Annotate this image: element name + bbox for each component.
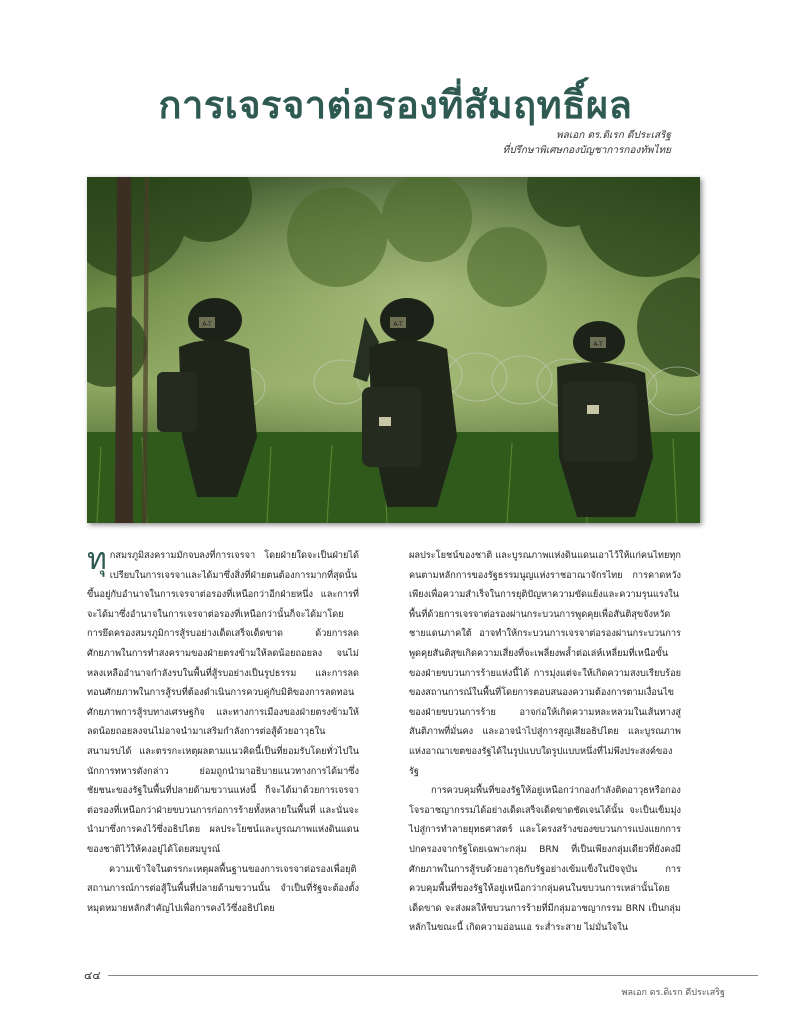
footer-author: พลเอก ดร.ดิเรก ดีประเสริฐ xyxy=(621,988,725,998)
author-byline xyxy=(503,128,671,158)
author-position: ที่ปรึกษาพิเศษกองบัญชาการกองทัพไทย xyxy=(502,145,671,156)
paragraph: ทุกสมรภูมิสงครามมักจบลงที่การเจรจา โดยฝ่ายใดจะเป็นฝ่ายได้เปรียบในการเจรจาและได้มาซึ่งสิ่งที่ฝ่ายตนต้องการมากที่สุดนั้นขึ้นอยู่กับอำนาจในการเจรจาต่อรองที่เหนือกว่าอีกฝ่ายหนึ่ง และการที่จะได้มาซึ่งอำนาจในการเจรจาต่อรองที่เหนือกว่านั้นก็จะได้มาโดยการยึดครองสมรภูมิการสู้รบอย่างเด็ดเสร็จเด็ดขาด ด้วยการลดศักยภาพในการทำสงครามของฝ่ายตรงข้ามให้ลดน้อยถอยลง จนไม่หลงเหลืออำนาจกำลังรบในพื้นที่สู้รบอย่างเป็นรูปธรรม และการลดทอนศักยภาพในการสู้รบที่ต้องดำเนินการควบคู่กับมิติของการลดทอนศักยภาพการสู้รบทางเศรษฐกิจ และทางการเมืองของฝ่ายตรงข้ามให้ลดน้อยถอยลงจนไม่อาจนำมาเสริมกำลังการต่อสู้ด้วยอาวุธในสนามรบได้ และตรรกะเหตุผลตามแนวคิดนี้เป็นที่ยอมรับโดยทั่วไปในนักการทหารดังกล่าว ย่อมถูกนำมาอธิบายแนวทางการได้มาซึ่งชัยชนะของรัฐในพื้นที่ปลายด้ามขวานแห่งนี้ ก็จะได้มาด้วยการเจรจาต่อรองที่เหนือกว่าฝ่ายขบวนการก่อการร้ายทั้งหลายในพื้นที่ และนั่นจะนำมาซึ่งการคงไว้ซึ่งอธิปไตย ผลประโยชน์และบูรณภาพแห่งดินแดนของชาติไว้ให้คงอยู่ได้โดยสมบูรณ์ xyxy=(87,542,359,855)
paragraph: ความเข้าใจในตรรกะเหตุผลพื้นฐานของการเจรจาต่อรองเพื่อยุติสถานการณ์การต่อสู้ในพื้นที่ปลายด้ามขวานนั้น จำเป็นที่รัฐจะต้องตั้งหมุดหมายหลักสำคัญไปเพื่อการคงไว้ซึ่งอธิปไตย xyxy=(87,863,359,914)
article-title: การเจรจาต่อรองที่สัมฤทธิ์ผล xyxy=(158,83,633,127)
page-number: ๔๔ xyxy=(84,969,101,982)
helmet-patch: A-T xyxy=(202,321,212,328)
author-name: พลเอก ดร.ดิเรก ดีประเสริฐ xyxy=(556,130,671,141)
body-column-right xyxy=(409,546,681,938)
paragraph: ผลประโยชน์ของชาติ และบูรณภาพแห่งดินแดนเอาไว้ให้แก่คนไทยทุกคนตามหลักการของรัฐธรรมนูญแห่งราชอาณาจักรไทย การคาดหวังเพียงเพื่อความสำเร็จในการยุติปัญหาความขัดแย้งและความรุนแรงในพื้นที่ด้วยการเจรจาต่อรองผ่านกระบวนการพูดคุยเพื่อสันติสุขจังหวัดชายแดนภาคใต้ อาจทำให้กระบวนการเจรจาต่อรองผ่านกระบวนการพูดคุยสันติสุขเกิดความเสี่ยงที่จะเพลี่ยงพล้ำต่อเล่ห์เหลี่ยมที่เหนือขั้นของฝ่ายขบวนการร้ายแห่งนี้ได้ การมุ่งแต่จะให้เกิดความสงบเรียบร้อยของสถานการณ์ในพื้นที่โดยการตอบสนองความต้องการตามเงื่อนไขของฝ่ายขบวนการร้าย อาจก่อให้เกิดความหละหลวมในเส้นทางสู่สันติภาพที่มั่นคง และอาจนำไปสู่การสูญเสียอธิปไตย และบูรณภาพแห่งอาณาเขตของรัฐได้ในรูปแบบใดรูปแบบหนึ่งที่ไม่พึงประสงค์ของรัฐ xyxy=(409,550,681,777)
soldiers-photo xyxy=(87,177,700,523)
helmet-patch: A-T xyxy=(393,321,403,328)
helmet-patch: A-T xyxy=(593,341,603,348)
body-column-left xyxy=(87,542,359,918)
footer-divider xyxy=(108,975,758,976)
paragraph: การควบคุมพื้นที่ของรัฐให้อยู่เหนือกว่ากองกำลังติดอาวุธหรือกองโจรอาชญากรรมได้อย่างเด็ดเสร็จเด็ดขาดชัดเจนได้นั้น จะเป็นเข็มมุ่งไปสู่การทำลายยุทธศาสตร์ และโครงสร้างของขบวนการแบ่งแยกการปกครองจากรัฐโดยเฉพาะกลุ่ม BRN ที่เป็นเพียงกลุ่มเดียวที่ยังคงมีศักยภาพในการสู้รบด้วยอาวุธกับรัฐอย่างเข้มแข็งในปัจจุบัน การควบคุมพื้นที่ของรัฐให้อยู่เหนือกว่ากลุ่มคนในขบวนการเหล่านั้นโดยเด็ดขาด จะส่งผลให้ขบวนการร้ายที่มีกลุ่มอาชญากรรม BRN เป็นกลุ่มหลักในขณะนี้ เกิดความอ่อนแอ ระส่ำระสาย ไม่มั่นใจใน xyxy=(409,785,681,934)
dropcap-letter: ทุ xyxy=(87,542,107,577)
